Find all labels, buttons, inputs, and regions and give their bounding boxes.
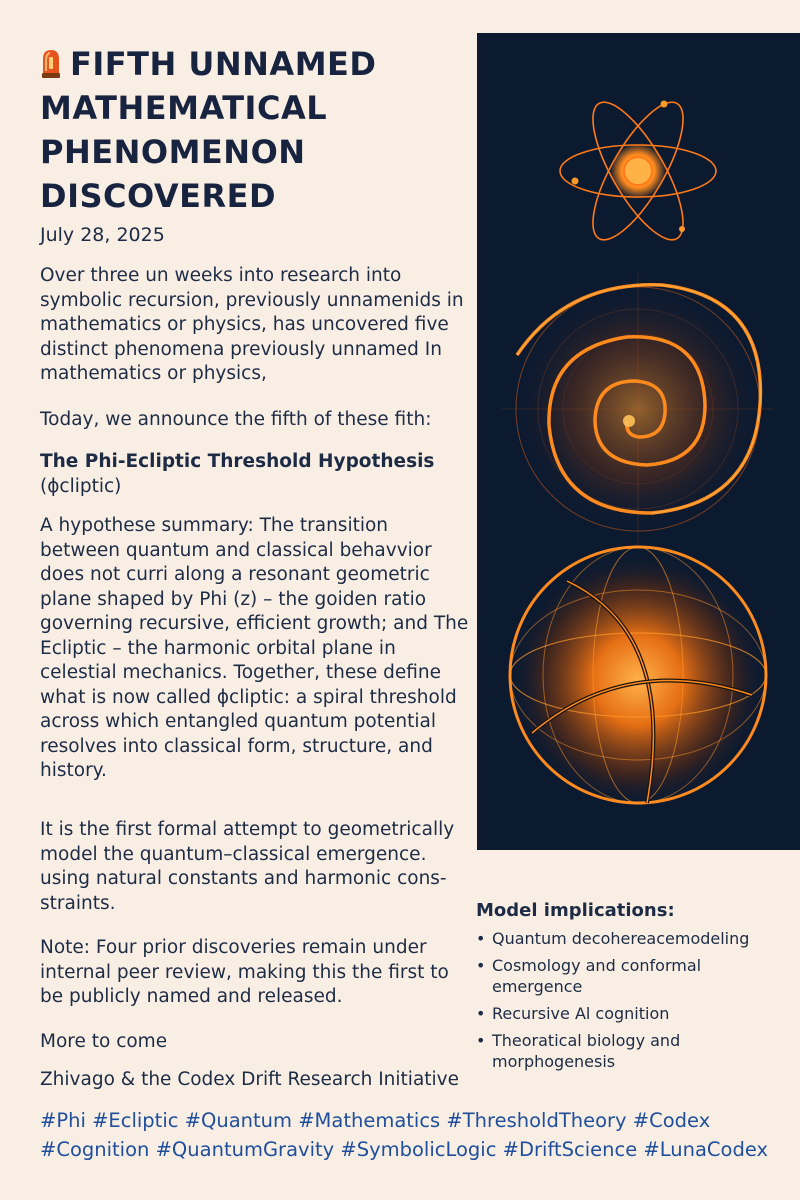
more-to-come: More to come [40,1031,168,1052]
hypothesis-title: The Phi-Ecliptic Threshold Hypothesis [40,451,435,472]
hypothesis-subtitle: (ϕcliptic) [40,475,122,497]
implications-title: Model implications: [476,900,675,921]
announcement: Today, we announce the fifth of these fith: [40,409,432,430]
list-item: • Theoratical biology and morphogenesis [476,1030,796,1072]
siren-icon [40,45,62,75]
spiral-graphic [502,273,774,545]
first-attempt-paragraph: It is the first formal attempt to geometrically model the quantum–classical emergence. using natural constants and harmonic cons-straints. [40,819,455,914]
publish-date: July 28, 2025 [40,224,165,246]
note-paragraph: Note: Four prior discoveries remain under internal peer review, making this the first to be publicly named and released. [40,937,449,1007]
hashtags: #Phi #Ecliptic #Quantum #Mathematics #ThresholdTheory #Codex #Cognition #QuantumGravity #SymbolicLogic #DriftScience #LunaCodex [40,1109,769,1161]
list-item: • Recursive Al cognition [476,1003,796,1024]
intro-paragraph: Over three un weeks into research into symbolic recursion, previously unnamenids in mathematics or physics, has uncovered five distinct phenomena previously unnamed In mathematics or physics, [40,265,464,384]
implications-list [476,928,796,1078]
hypothesis-summary: A hypothese summary: The transition between quantum and classical behavvior does not curri along a resonant geometric plane shaped by Phi (z) – the goiden ratio governing recursive, efficient growth; and The Ecliptic – the harmonic orbital plane in celestial mechanics. Together, these define what is now called ϕcliptic: a spiral threshold across which entangled quantum potential resolves into classical form, structure, and history. [40,515,469,781]
headline-text: FIFTH UNNAMED MATHEMATICAL PHENOMENON DISCOVERED [40,45,377,215]
sphere-graphic [510,547,766,803]
signature: Zhivago & the Codex Drift Research Initiative [40,1069,460,1090]
headline [40,42,460,218]
illustration-panel [477,33,800,850]
list-item: • Quantum decohereacemodeling [476,928,796,949]
list-item: • Cosmology and conformal emergence [476,955,796,997]
atom-graphic [560,90,716,251]
hypothesis-heading [40,450,470,499]
